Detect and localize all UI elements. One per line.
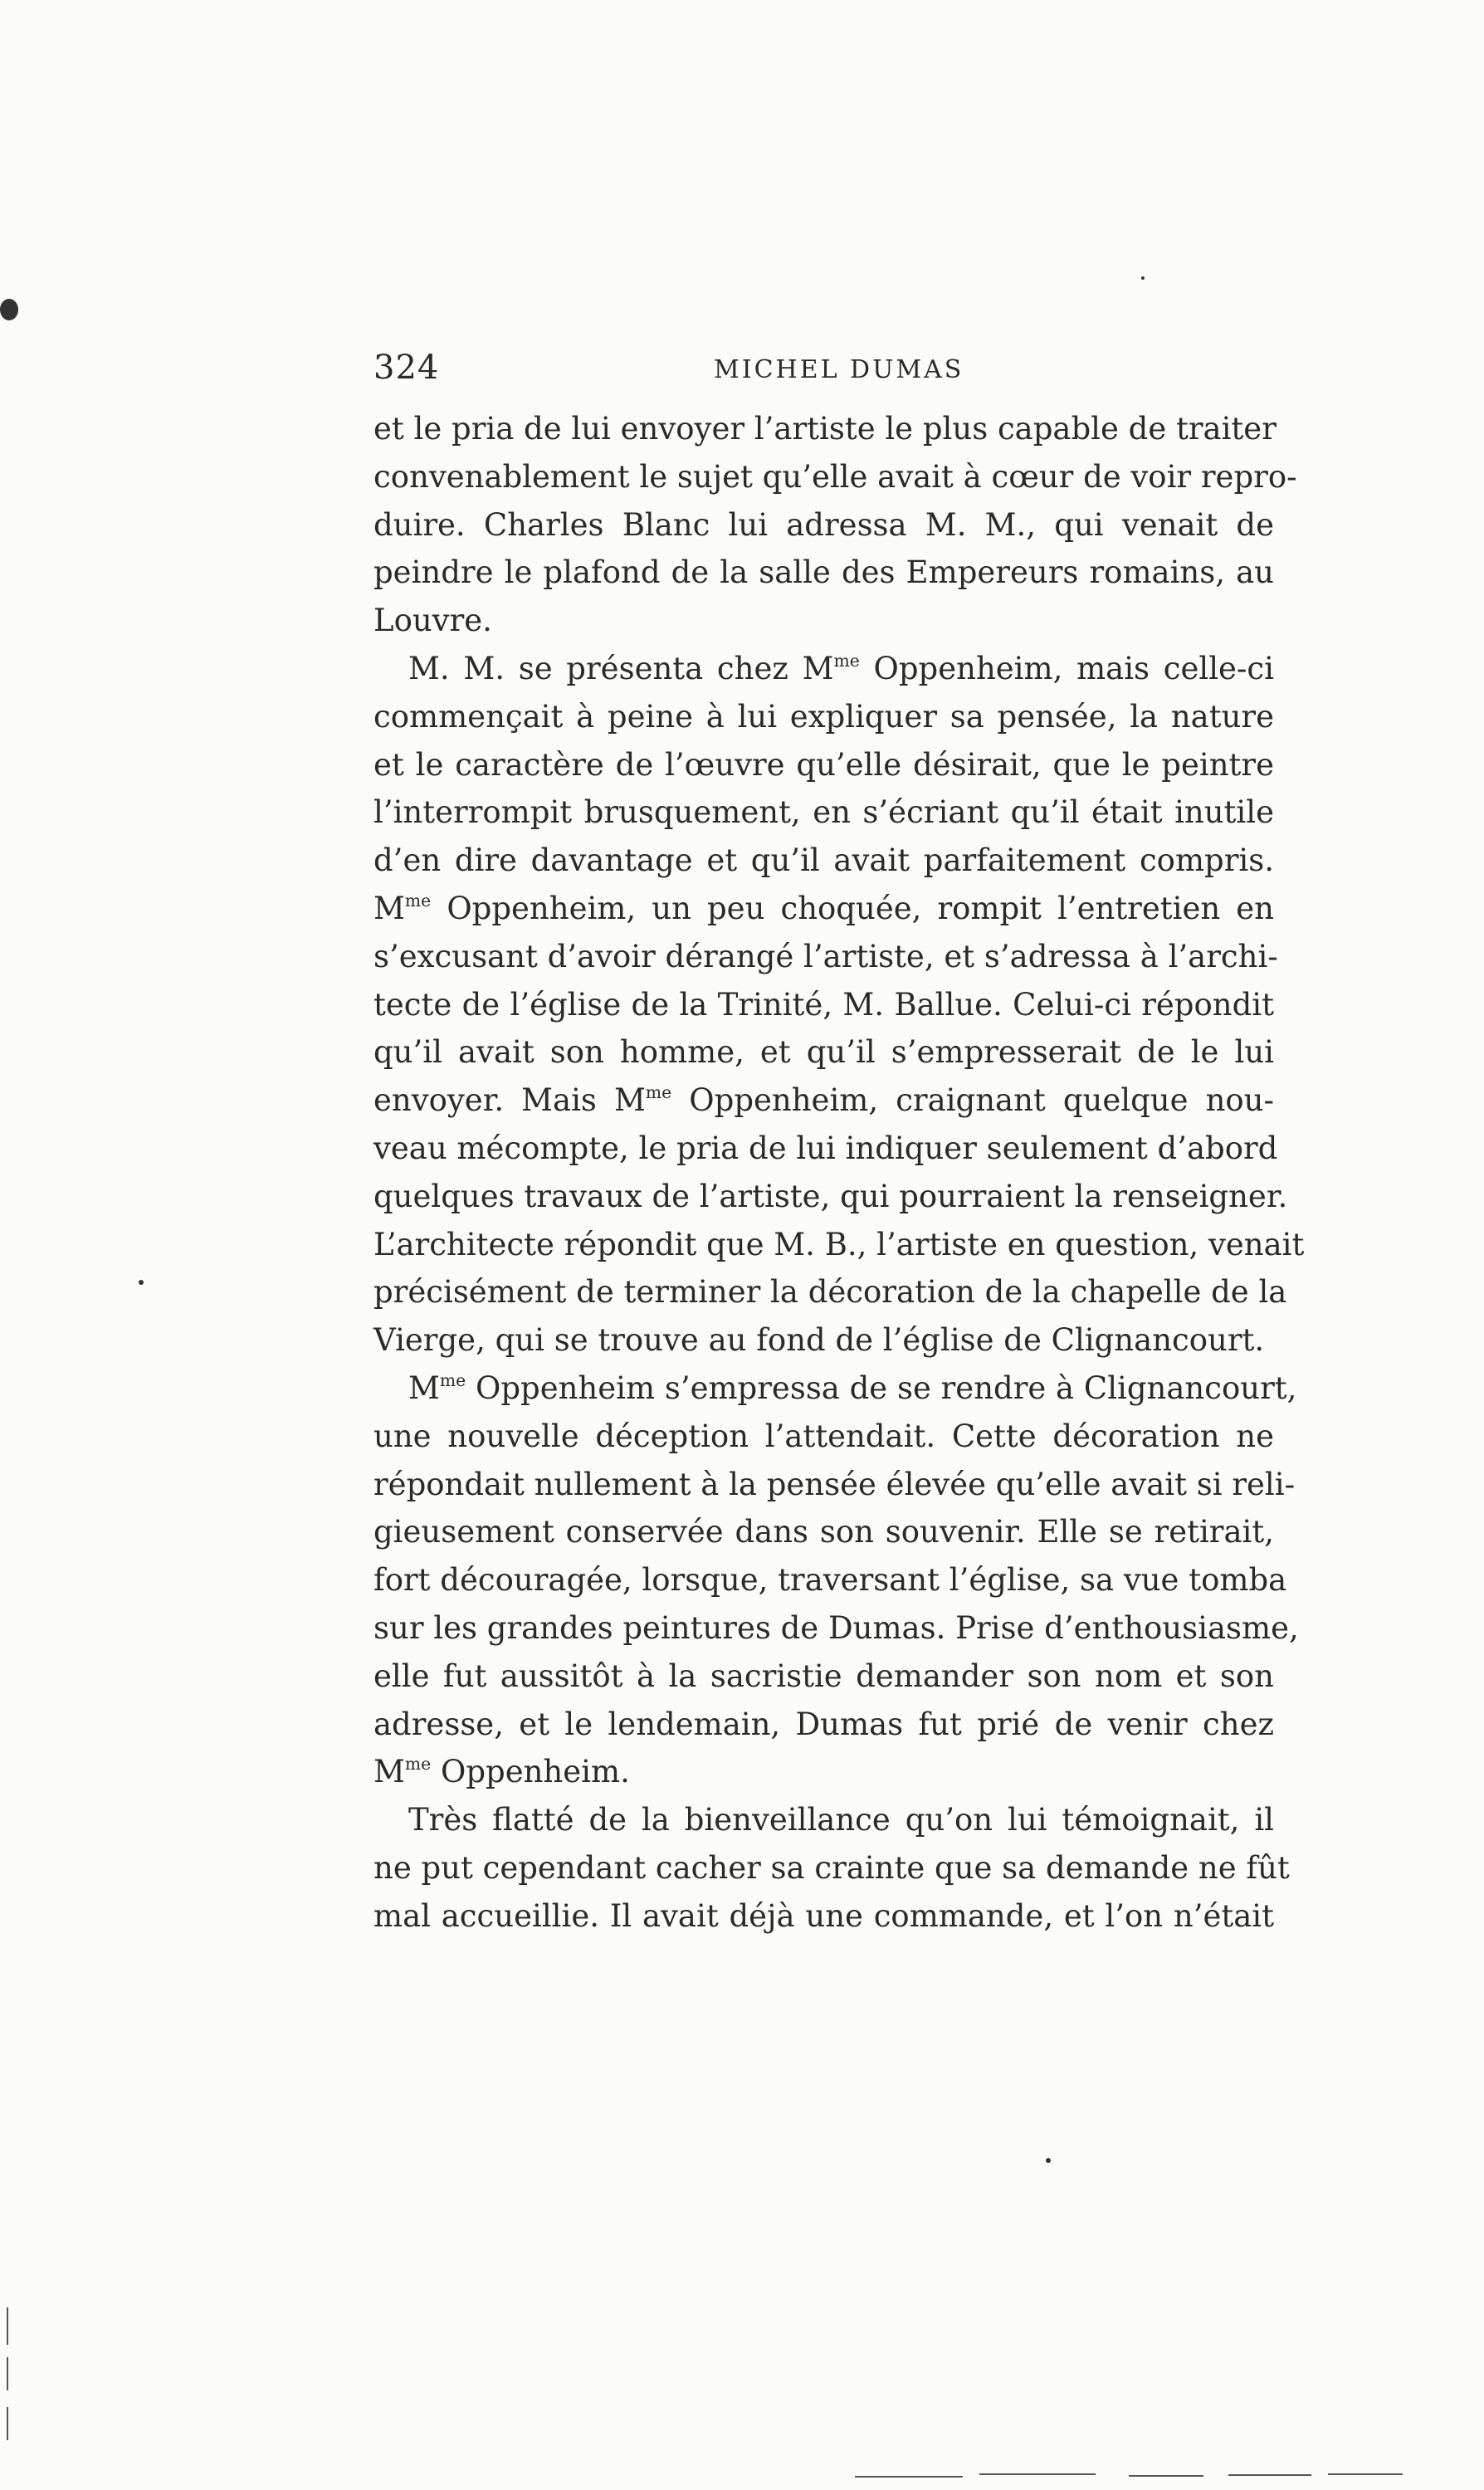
text-line: quelques travaux de l’artiste, qui pourraient la renseigner.: [373, 1178, 1288, 1214]
text-line: Très flatté de la bienveillance qu’on lui témoignait, il: [408, 1802, 1274, 1838]
text-line: peindre le plafond de la salle des Empereurs romains, au: [373, 554, 1274, 591]
text-line: $M^{me}$ Oppenheim, un peu choquée, rompit l’entretien en: [373, 890, 1274, 926]
edge-dash: [855, 2476, 963, 2478]
text-line: convenablement le sujet qu’elle avait à cœur de voir repro-: [373, 458, 1297, 495]
text-line: d’en dire davantage et qu’il avait parfaitement compris.: [373, 842, 1274, 879]
text-line: mal accueillie. Il avait déjà une commande, et l’on n’était: [373, 1897, 1274, 1934]
body-text: [373, 405, 1305, 1941]
text-line: gieusement conservée dans son souvenir. Elle se retirait,: [373, 1514, 1274, 1550]
text-line: M. M. se présenta chez $M^{me}$ Oppenheim, mais celle-ci: [408, 650, 1274, 686]
text-line: $M^{me}$ Oppenheim s’empressa de se rendre à Clignancourt,: [408, 1370, 1297, 1406]
text-line: précisément de terminer la décoration de la chapelle de la: [373, 1274, 1287, 1311]
text-line: une nouvelle déception l’attendait. Cette décoration ne: [373, 1418, 1274, 1454]
running-head: MICHEL DUMAS: [714, 355, 964, 384]
edge-dash: [1228, 2474, 1311, 2476]
margin-mark: [7, 2357, 8, 2390]
text-line: et le caractère de l’œuvre qu’elle désirait, que le peintre: [373, 746, 1274, 783]
edge-dash: [1328, 2473, 1403, 2475]
margin-mark: [7, 2407, 8, 2440]
text-line: s’excusant d’avoir dérangé l’artiste, et s’adressa à l’archi-: [373, 938, 1278, 974]
text-line: adresse, et le lendemain, Dumas fut prié de venir chez: [373, 1706, 1274, 1742]
page-header: [373, 340, 1274, 398]
scan-speck: [0, 299, 18, 320]
text-line: fort découragée, lorsque, traversant l’église, sa vue tomba: [373, 1562, 1287, 1599]
scan-speck: [1046, 2158, 1051, 2163]
text-line: envoyer. Mais $M^{me}$ Oppenheim, craignant quelque nou-: [373, 1081, 1275, 1119]
text-line: commençait à peine à lui expliquer sa pensée, la nature: [373, 698, 1274, 735]
text-line: qu’il avait son homme, et qu’il s’empresserait de le lui: [373, 1034, 1274, 1071]
text-line: veau mécompte, le pria de lui indiquer seulement d’abord: [373, 1130, 1278, 1166]
text-line: duire. Charles Blanc lui adressa M. M., qui venait de: [373, 506, 1274, 543]
text-line: elle fut aussitôt à la sacristie demander son nom et son: [373, 1658, 1274, 1694]
text-line: répondait nullement à la pensée élevée qu’elle avait si reli-: [373, 1466, 1296, 1502]
text-line: L’architecte répondit que M. B., l’artiste en question, venait: [373, 1226, 1305, 1262]
text-line: $M^{me}$ Oppenheim.: [373, 1754, 630, 1790]
text-line: Vierge, qui se trouve au fond de l’église de Clignancourt.: [373, 1322, 1265, 1359]
text-line: tecte de l’église de la Trinité, M. Ballue. Celui-ci répondit: [373, 986, 1274, 1023]
text-line: l’interrompit brusquement, en s’écriant qu’il était inutile: [373, 794, 1274, 831]
margin-mark: [7, 2307, 8, 2345]
page-number: 324: [373, 349, 440, 387]
edge-dash: [979, 2473, 1096, 2475]
text-line: et le pria de lui envoyer l’artiste le plus capable de traiter: [373, 411, 1277, 447]
text-line: ne put cependant cacher sa crainte que sa demande ne fût: [373, 1849, 1290, 1886]
scan-speck: [1141, 276, 1145, 280]
edge-dash: [1129, 2475, 1203, 2477]
text-line: Louvre.: [373, 603, 492, 639]
text-line: sur les grandes peintures de Dumas. Prise d’enthousiasme,: [373, 1609, 1299, 1646]
scan-speck: [139, 1280, 144, 1285]
